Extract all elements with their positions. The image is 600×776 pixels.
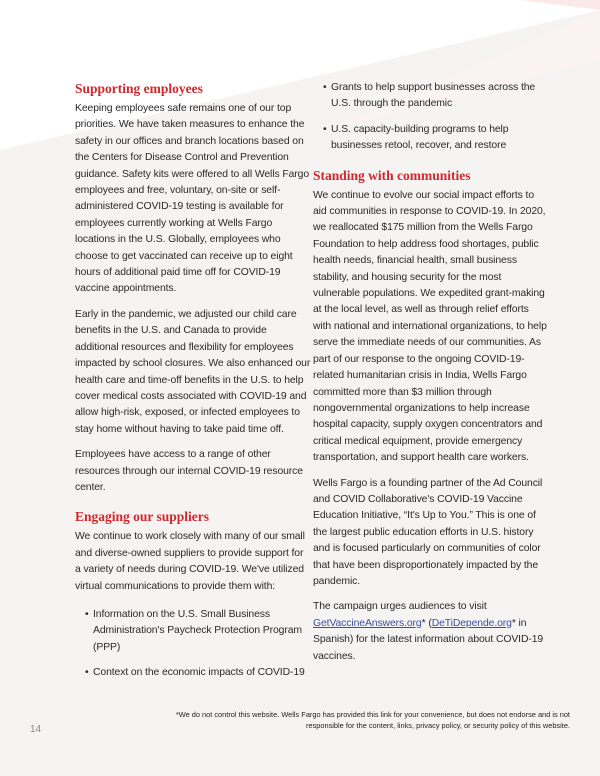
detidepende-link[interactable]: DeTiDepende.org (431, 617, 512, 629)
left-column (75, 80, 311, 691)
heading-supporting-employees: Supporting employees (75, 81, 203, 96)
footnote: *We do not control this website. Wells Fargo has provided this link for your convenience, but does not endorse and is not responsible for the content, links, privacy policy, or security policy of this website. (175, 710, 570, 730)
paragraph: Employees have access to a range of other resources through our internal COVID-19 resource center. (75, 449, 303, 493)
grants-bullet-list (313, 80, 549, 155)
campaign-mid: * ( (421, 617, 432, 629)
list-item: • Grants to help support businesses across the U.S. through the pandemic (325, 80, 549, 113)
campaign-paragraph (313, 599, 549, 665)
right-column (313, 80, 549, 674)
paragraph: We continue to work closely with many of our small and diverse-owned suppliers to provide support for a variety of needs during COVID-19. We've utilized virtual communications to provide them with: (75, 531, 305, 592)
paragraph: Early in the pandemic, we adjusted our child care benefits in the U.S. and Canada to provide additional resources and flexibility for employees impacted by school closures. We also enhanced our health care and time-off benefits in the U.S. to help cover medical costs associated with COVID-19 and allow high-risk, exposed, or infected employees to stay home without having to take paid time off. (75, 308, 311, 435)
getvaccineanswers-link[interactable]: GetVaccineAnswers.org (313, 617, 422, 629)
campaign-outro: * in Spanish) for the latest information about COVID-19 vaccines. (313, 617, 544, 662)
paragraph: Wells Fargo is a founding partner of the Ad Council and COVID Collaborative's COVID-19 Vaccine Education Initiative, “It's Up to You.” This is one of the largest public education efforts in U.S. history and is focused particularly on communities of color that have been disproportionately impacted by the pandemic. (313, 477, 543, 587)
list-item: • Information on the U.S. Small Business Administration's Paycheck Protection Program (PPP) (87, 607, 311, 656)
heading-standing-with-communities: Standing with communities (313, 167, 471, 183)
paragraph: Keeping employees safe remains one of our top priorities. We have taken measures to enhance the safety in our offices and branch locations based on the Centers for Disease Control and Prevention guidance. Safety kits were offered to all Wells Fargo employees and free, voluntary, on-site or self-administered COVID-19 testing is available for employees currently working at Wells Fargo locations in the U.S. Globally, employees who choose to get vaccinated can receive up to eight hours of additional paid time off for COVID-19 vaccine appointments. (75, 103, 309, 295)
list-item: • Context on the economic impacts of COVID-19 (87, 665, 311, 681)
heading-engaging-suppliers: Engaging our suppliers (75, 509, 210, 525)
supplier-bullet-list (75, 607, 311, 682)
page-number: 14 (30, 724, 42, 735)
list-item: • U.S. capacity-building programs to help businesses retool, recover, and restore (325, 122, 549, 155)
paragraph: We continue to evolve our social impact efforts to aid communities in response to COVID-19. In 2020, we reallocated $175 million from the Wells Fargo Foundation to help address food shortages, public health needs, financial health, small business stability, and housing security for the most vulnerable populations. We expedited grant-making at the local level, as well as through relief efforts with national and international organizations, to help serve the immediate needs of our communities. As part of our response to the ongoing COVID-19-related humanitarian crisis in India, Wells Fargo committed more than $3 million through nongovernmental organizations to help increase hospital capacity, supply oxygen concentrators and critical medical equipment, provide emergency transportation, and support health care workers. (313, 189, 547, 464)
campaign-intro: The campaign urges audiences to visit (313, 601, 487, 613)
